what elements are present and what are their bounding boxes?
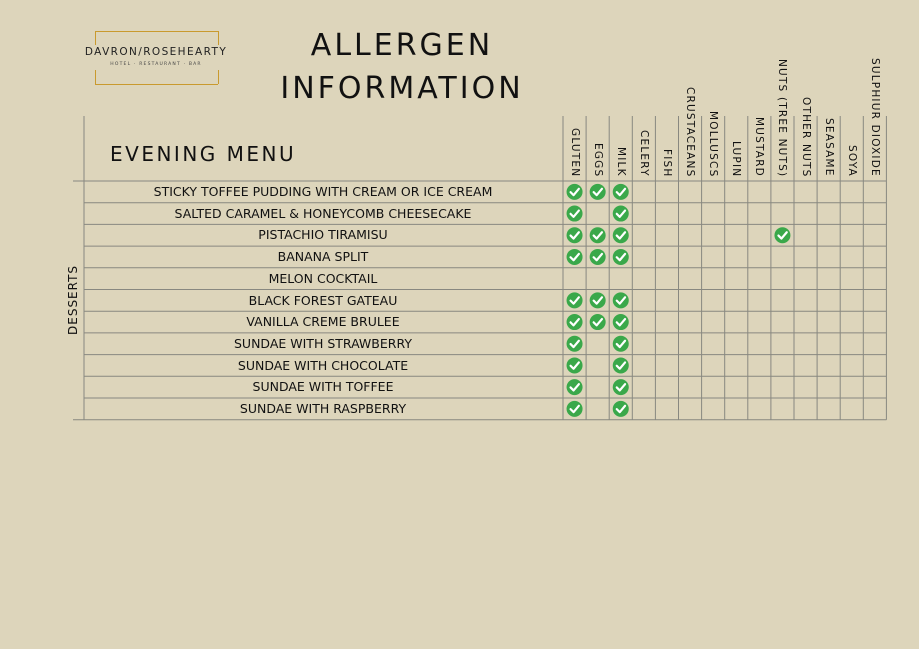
allergen-header-gluten: GLUTEN [568, 127, 581, 177]
allergen-header-celery: CELERY [637, 130, 650, 177]
check-icon [567, 184, 583, 200]
check-icon [613, 249, 629, 265]
section-label-desserts: DESSERTS [66, 265, 80, 336]
check-icon [613, 401, 629, 417]
dish-name: SUNDAE WITH TOFFEE [252, 379, 394, 395]
allergen-header-soya: SOYA [845, 145, 858, 177]
dish-name: BANANA SPLIT [277, 249, 369, 265]
check-icon [590, 292, 606, 308]
allergen-header-lupin: LUPIN [730, 140, 743, 177]
brand-name: DAVRON/ROSEHEARTY [84, 46, 228, 58]
check-icon [613, 206, 629, 222]
check-icon [613, 292, 629, 308]
menu-heading: EVENING MENU [110, 142, 297, 166]
allergen-header-other-nuts: OTHER NUTS [799, 96, 812, 177]
check-icon [567, 249, 583, 265]
dish-name: BLACK FOREST GATEAU [248, 292, 398, 308]
dish-name: VANILLA CREME BRULEE [246, 314, 400, 330]
page-title-line-2: INFORMATION [280, 71, 524, 106]
dish-name: SALTED CARAMEL & HONEYCOMB CHEESECAKE [174, 205, 472, 221]
check-icon [613, 227, 629, 243]
check-icon [567, 401, 583, 417]
check-icon [567, 357, 583, 373]
check-icon [613, 314, 629, 330]
dish-name: MELON COCKTAIL [268, 270, 378, 286]
allergen-header-milk: MILK [614, 147, 627, 177]
allergen-header-crustaceans: CRUSTACEANS [684, 86, 697, 177]
check-icon [590, 314, 606, 330]
check-icon [567, 336, 583, 352]
check-icon [590, 227, 606, 243]
allergen-header-eggs: EGGS [591, 142, 604, 177]
check-icon [567, 314, 583, 330]
page-title-line-1: ALLERGEN [310, 28, 494, 63]
brand-tagline: HOTEL · RESTAURANT · BAR [110, 62, 202, 67]
dish-name: SUNDAE WITH RASPBERRY [239, 401, 407, 416]
allergen-header-seasame: SEASAME [822, 118, 835, 177]
check-icon [613, 336, 629, 352]
dish-name: SUNDAE WITH CHOCOLATE [237, 357, 409, 373]
allergen-header-mustard: MUSTARD [753, 117, 766, 177]
allergen-header-fish: FISH [660, 148, 673, 177]
dish-name: SUNDAE WITH STRAWBERRY [234, 335, 412, 351]
check-icon [613, 357, 629, 373]
allergen-header-nuts-tree-nuts: NUTS (TREE NUTS) [776, 58, 789, 177]
check-icon [567, 206, 583, 222]
check-icon [567, 227, 583, 243]
check-icon [613, 184, 629, 200]
check-icon [567, 292, 583, 308]
check-icon [590, 249, 606, 265]
allergen-header-molluscs: MOLLUSCS [707, 110, 720, 177]
check-icon [613, 379, 629, 395]
dish-name: STICKY TOFFEE PUDDING WITH CREAM OR ICE CREAM [153, 184, 493, 199]
check-icon [590, 184, 606, 200]
check-icon [567, 379, 583, 395]
allergen-header-sulphiur-dioxide: SULPHIUR DIOXIDE [868, 58, 881, 177]
dish-name: PISTACHIO TIRAMISU [258, 227, 388, 243]
check-icon [774, 227, 790, 243]
